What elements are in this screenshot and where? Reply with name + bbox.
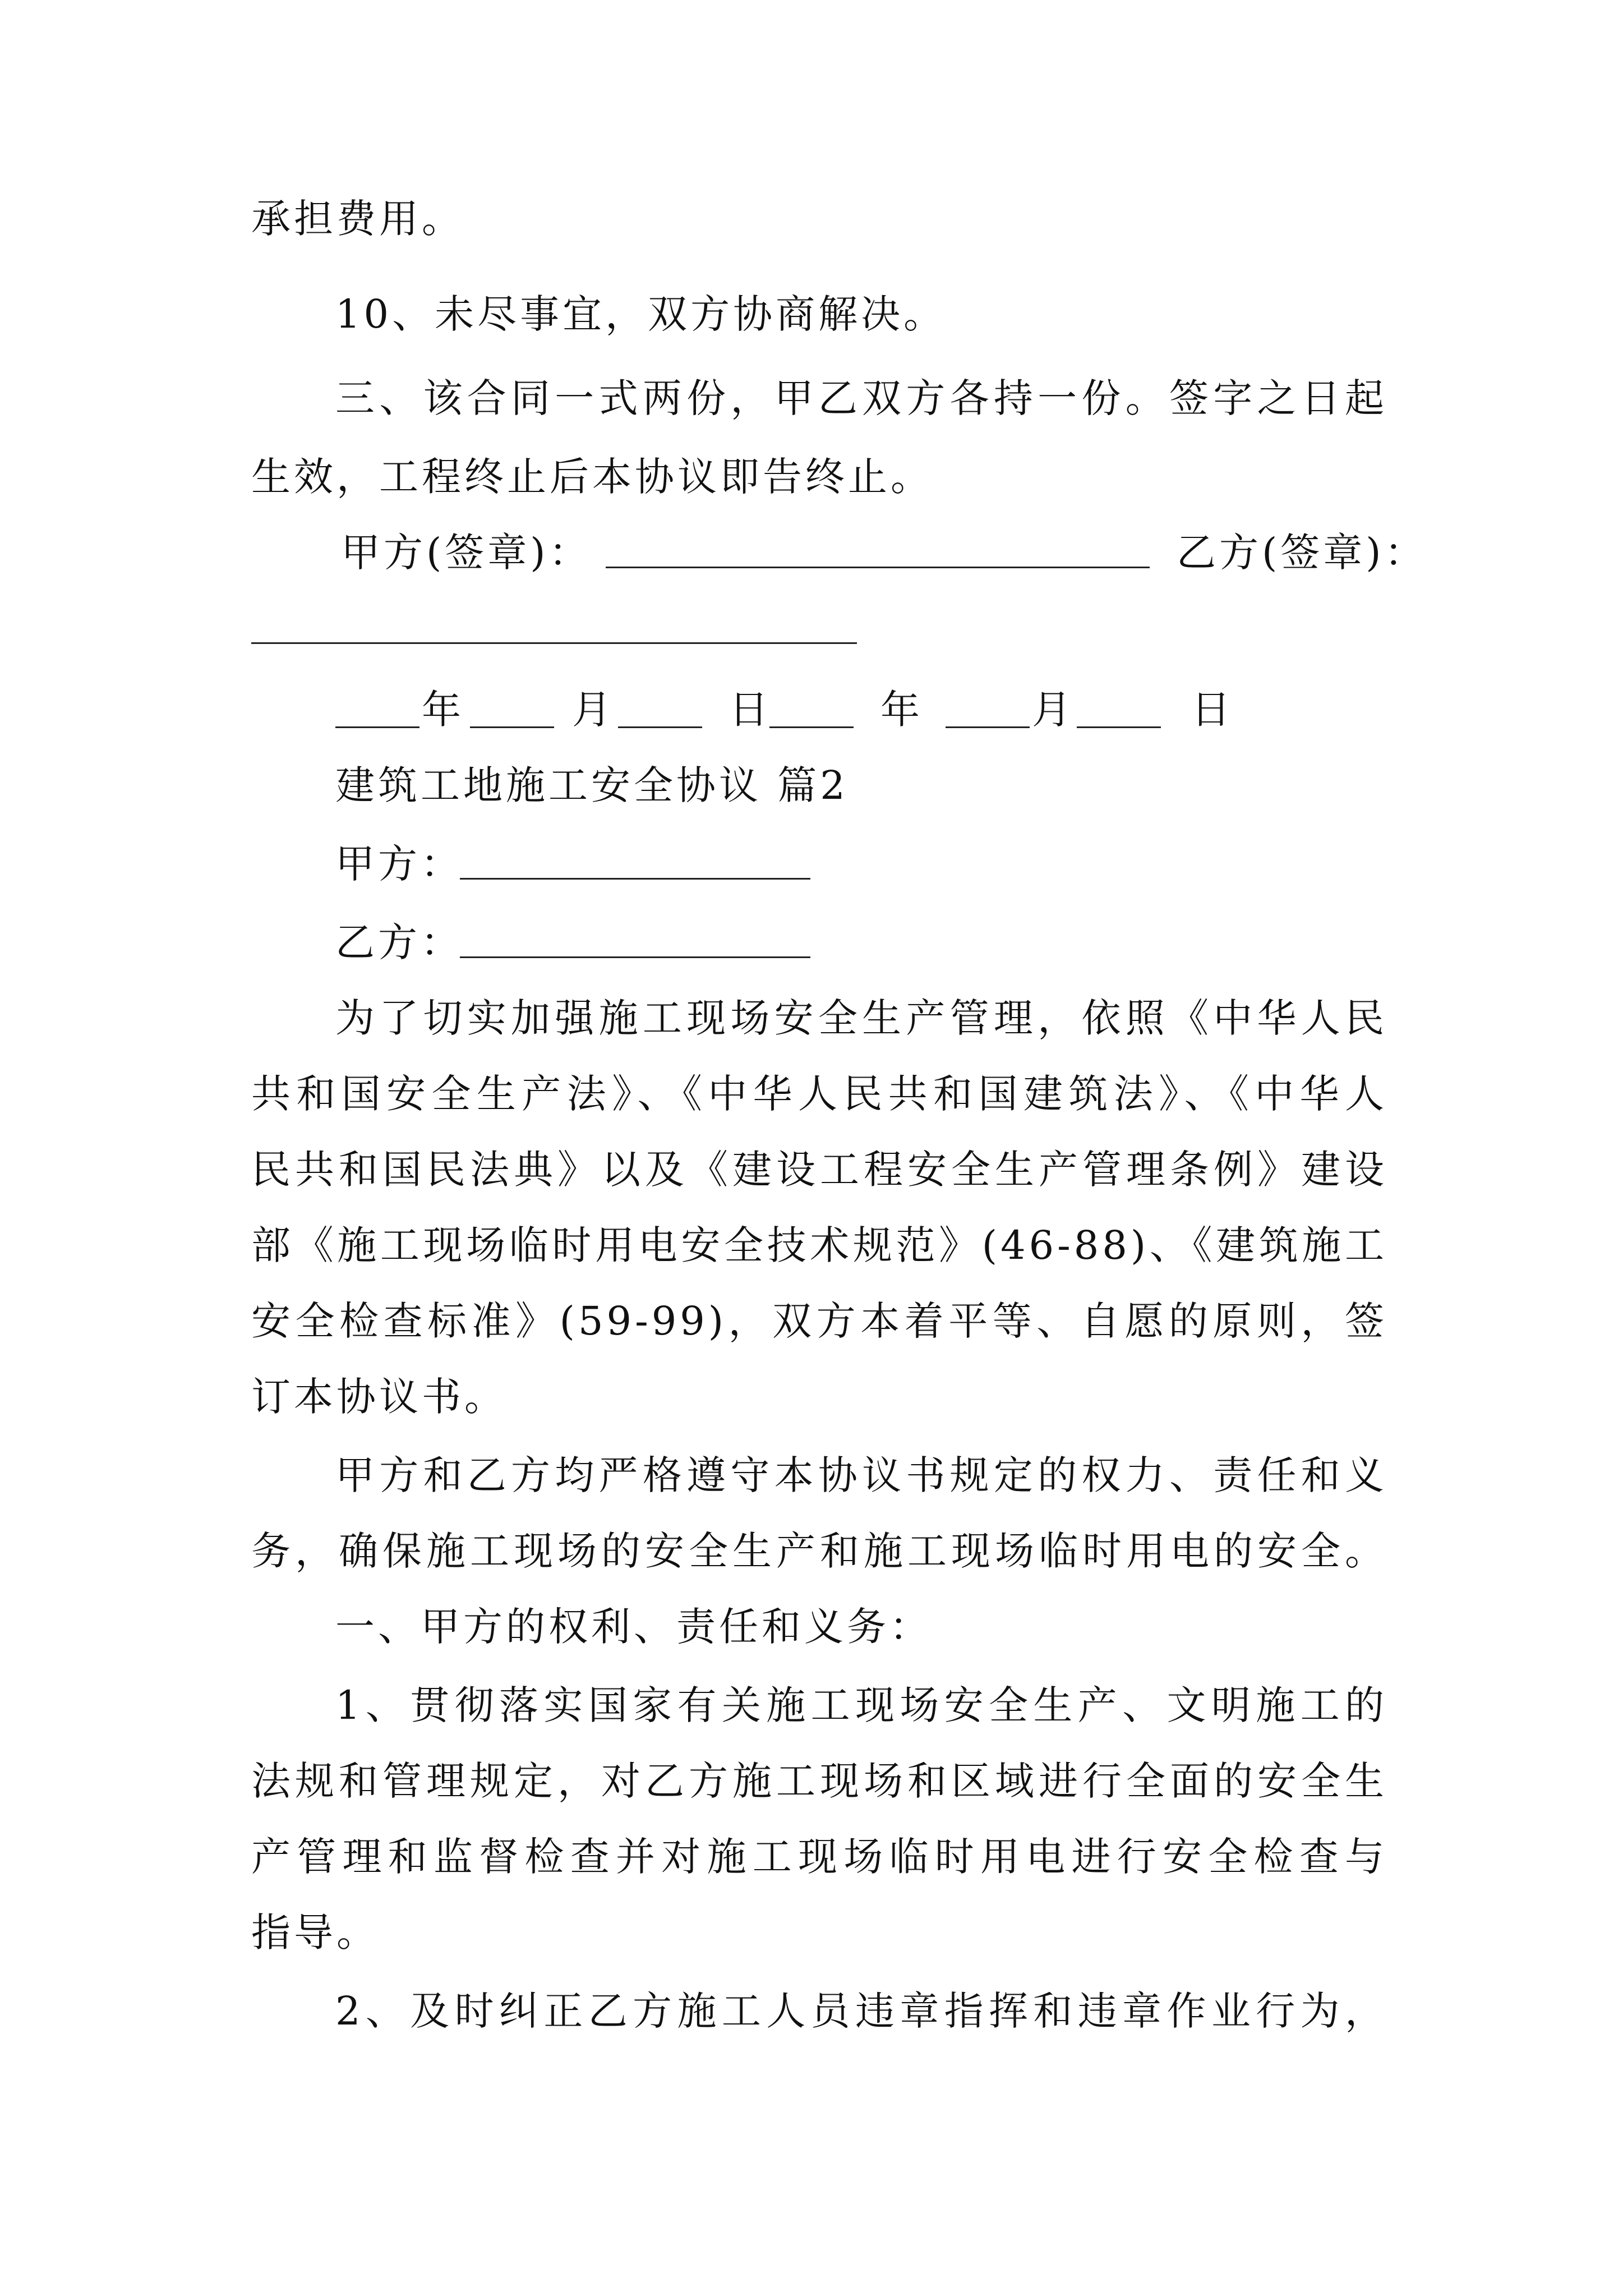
date-day-label: 日 [1191,687,1234,733]
text-line: 2、及时纠正乙方施工人员违章指挥和违章作业行为， [335,1988,1387,2034]
signature-blank-b [251,642,857,644]
text-line: 共和国安全生产法》、《中华人民共和国建筑法》、《中华人 [251,1071,1387,1117]
text-line: 10、未尽事宜，双方协商解决。 [335,291,947,337]
text-line: 订本协议书。 [251,1374,507,1420]
text-line: 1、贯彻落实国家有关施工现场安全生产、文明施工的 [335,1682,1387,1728]
date-month-label: 月 [572,687,615,733]
date-year-label: 年 [880,687,923,733]
text-line: 甲方和乙方均严格遵守本协议书规定的权力、责任和义 [335,1452,1387,1498]
date-blank [335,726,419,728]
text-line: 指导。 [251,1910,379,1955]
text-line: 法规和管理规定，对乙方施工现场和区域进行全面的安全生 [251,1758,1387,1804]
text-line: 务，确保施工现场的安全生产和施工现场临时用电的安全。 [251,1528,1387,1574]
date-blank [1077,726,1161,728]
text-line: 产管理和监督检查并对施工现场临时用电进行安全检查与 [251,1834,1387,1880]
date-blank [769,726,854,728]
text-line: 民共和国民法典》以及《建设工程安全生产管理条例》建设 [251,1147,1387,1193]
text-line: 承担费用。 [251,196,464,242]
date-month-label: 月 [1032,687,1075,733]
section-heading: 一、甲方的权利、责任和义务： [335,1604,932,1650]
date-blank [618,726,702,728]
text-line: 为了切实加强施工现场安全生产管理，依照《中华人民 [335,995,1387,1041]
party-a-label: 甲方： [335,841,463,887]
text-line: 三、该合同一式两份，甲乙双方各持一份。签字之日起 [335,375,1387,421]
party-b-label: 乙方： [335,919,463,965]
signature-label-b: 乙方(签章)： [1177,530,1427,576]
party-a-blank [460,878,810,880]
signature-label-a: 甲方(签章)： [341,530,592,576]
signature-blank-a [606,567,1150,568]
text-line: 部《施工现场临时用电安全技术规范》(46-88)、《建筑施工 [251,1222,1387,1268]
section-title: 建筑工地施工安全协议 篇2 [335,762,849,808]
text-line: 安全检查标准》(59-99)，双方本着平等、自愿的原则，签 [251,1298,1387,1344]
date-blank [470,726,554,728]
date-year-label: 年 [422,687,464,733]
date-day-label: 日 [729,687,772,733]
text-line: 生效，工程终止后本协议即告终止。 [251,454,933,500]
party-b-blank [460,956,810,958]
date-blank [946,726,1030,728]
